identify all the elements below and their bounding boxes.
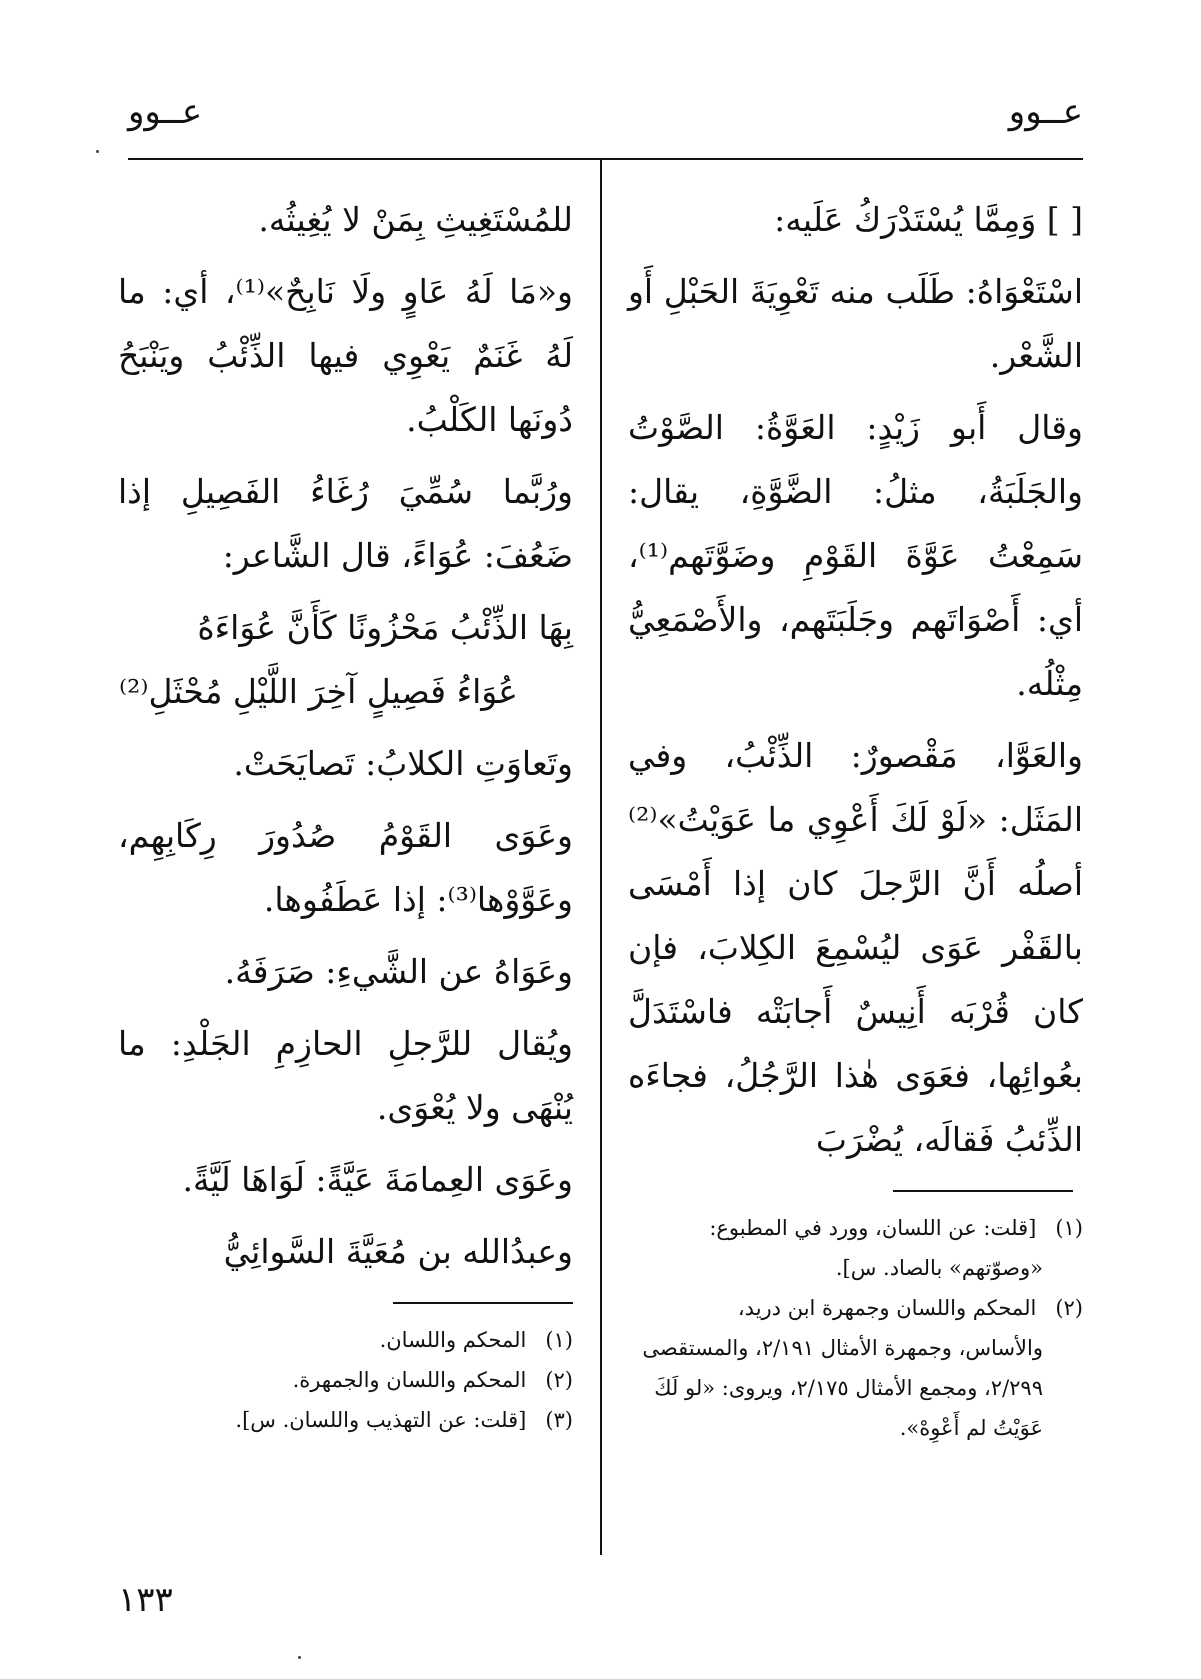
paragraph: ورُبَّما سُمِّيَ رُغَاءُ الفَصِيلِ إذا ضَعُفَ: عُوَاءً، قال الشَّاعر: [118, 472, 573, 575]
footnote-rule [893, 1190, 1073, 1192]
footnote-rule [393, 1302, 573, 1304]
paragraph: [ ] وَمِمَّا يُسْتَدْرَكُ عَلَيه: [774, 200, 1083, 239]
footnotes [628, 1208, 1083, 1448]
paragraph: و«مَا لَهُ عَاوٍ ولَا نَابِحٌ»⁽¹⁾، أي: ما لَهُ غَنَمٌ يَعْوِي فيها الذِّئْبُ ويَنْبَحُ دُونَها الكَلْبُ. [118, 272, 573, 439]
page-number: ١٣٣ [118, 1580, 173, 1620]
footnote [628, 1288, 1083, 1328]
footnote-number: (٢) [545, 1368, 573, 1392]
footnotes [118, 1320, 573, 1440]
footnote-text: المحكم واللسان والجمهرة. [292, 1368, 527, 1392]
footnote [118, 1360, 573, 1400]
paragraph: وقال أَبو زَيْدٍ: العَوَّةُ: الصَّوْتُ والجَلَبَةُ، مثلُ: الضَّوَّةِ، يقال: سَمِعْتُ عَوَّةَ القَوْمِ وضَوَّتَهم⁽¹⁾، أي: أَصْوَاتَهم وجَلَبَتَهم، والأَصْمَعِيُّ مِثْلُه. [628, 408, 1083, 703]
column-divider [600, 160, 602, 1555]
footnote-number: (٢) [1055, 1296, 1083, 1320]
right-column [628, 188, 1083, 1448]
footnote-text: المحكم واللسان. [379, 1328, 527, 1352]
footnote [118, 1320, 573, 1360]
footnote-text: [قلت: عن التهذيب واللسان. س]. [235, 1408, 527, 1432]
footnote-text: [قلت: عن اللسان، وورد في المطبوع: [709, 1216, 1037, 1240]
paragraph: وعبدُالله بن مُعَيَّةَ السَّوائِيُّ [223, 1232, 573, 1271]
verse-hemistich-2: عُوَاءُ فَصِيلٍ آخِرَ اللَّيْلِ مُحْثَلِ⁽²⁾ [119, 672, 518, 711]
footnote-number: (٣) [545, 1408, 573, 1432]
footnote-number: (١) [545, 1328, 573, 1352]
paragraph: وعَوَاهُ عن الشَّيءِ: صَرَفَهُ. [224, 952, 573, 991]
paragraph: ويُقال للرَّجلِ الحازِمِ الجَلْدِ: ما يُنْهَى ولا يُعْوَى. [118, 1024, 573, 1127]
footnote-continuation: «وصوّتهم» بالصاد. س]. [835, 1256, 1043, 1280]
poetry-verse [118, 596, 573, 724]
headword-left: عــوو [128, 92, 203, 132]
paragraph: وعَوَى القَوْمُ صُدُورَ رِكَابِهِم، وعَوَّوْها⁽³⁾: إذا عَطَفُوها. [118, 816, 573, 919]
paragraph: للمُسْتَغِيثِ بِمَنْ لا يُغِيثُه. [258, 200, 573, 239]
verse-hemistich-1: بِهَا الذِّئْبُ مَحْزُونًا كَأَنَّ عُوَاءَهُ [197, 608, 573, 647]
footnote-number: (١) [1055, 1216, 1083, 1240]
paragraph: وعَوَى العِمامَةَ عَيَّةً: لَوَاهَا لَيَّةً. [182, 1160, 573, 1199]
footnote [118, 1400, 573, 1440]
paragraph: اسْتَعْوَاهُ: طَلَب منه تَعْوِيَةَ الحَبْلِ أَو الشَّعْر. [628, 272, 1083, 375]
footnote [628, 1208, 1083, 1248]
footnote-text: المحكم واللسان وجمهرة ابن دريد، [737, 1296, 1037, 1320]
scan-speck [298, 1656, 301, 1659]
page-header [128, 92, 1083, 142]
scan-speck [96, 150, 99, 153]
left-column [118, 188, 573, 1440]
header-rule [128, 158, 1083, 160]
paragraph: والعَوَّا، مَقْصورٌ: الذِّئْبُ، وفي المَثَل: «لَوْ لَكَ أَعْوِي ما عَوَيْتُ»⁽²⁾ أصلُه أَنَّ الرَّجلَ كان إذا أَمْسَى بالقَفْر عَوَى ليُسْمِعَ الكِلابَ، فإن كان قُرْبَه أَنِيسٌ أَجابَتْه فاسْتَدَلَّ بعُوائِها، فعَوَى هٰذا الرَّجُلُ، فجاءَه الذِّئبُ فَقالَه، يُضْرَبَ [628, 736, 1083, 1159]
footnote-continuation: والأساس، وجمهرة الأمثال ٢/١٩١، والمستقصى ٢/٢٩٩، ومجمع الأمثال ٢/١٧٥، ويروى: «لو لَكَ عَوَيْتُ لم أَعْوِهْ». [642, 1336, 1043, 1440]
headword-right: عــوو [1008, 92, 1083, 132]
paragraph: وتَعاوَتِ الكلابُ: تَصايَحَتْ. [233, 744, 573, 783]
